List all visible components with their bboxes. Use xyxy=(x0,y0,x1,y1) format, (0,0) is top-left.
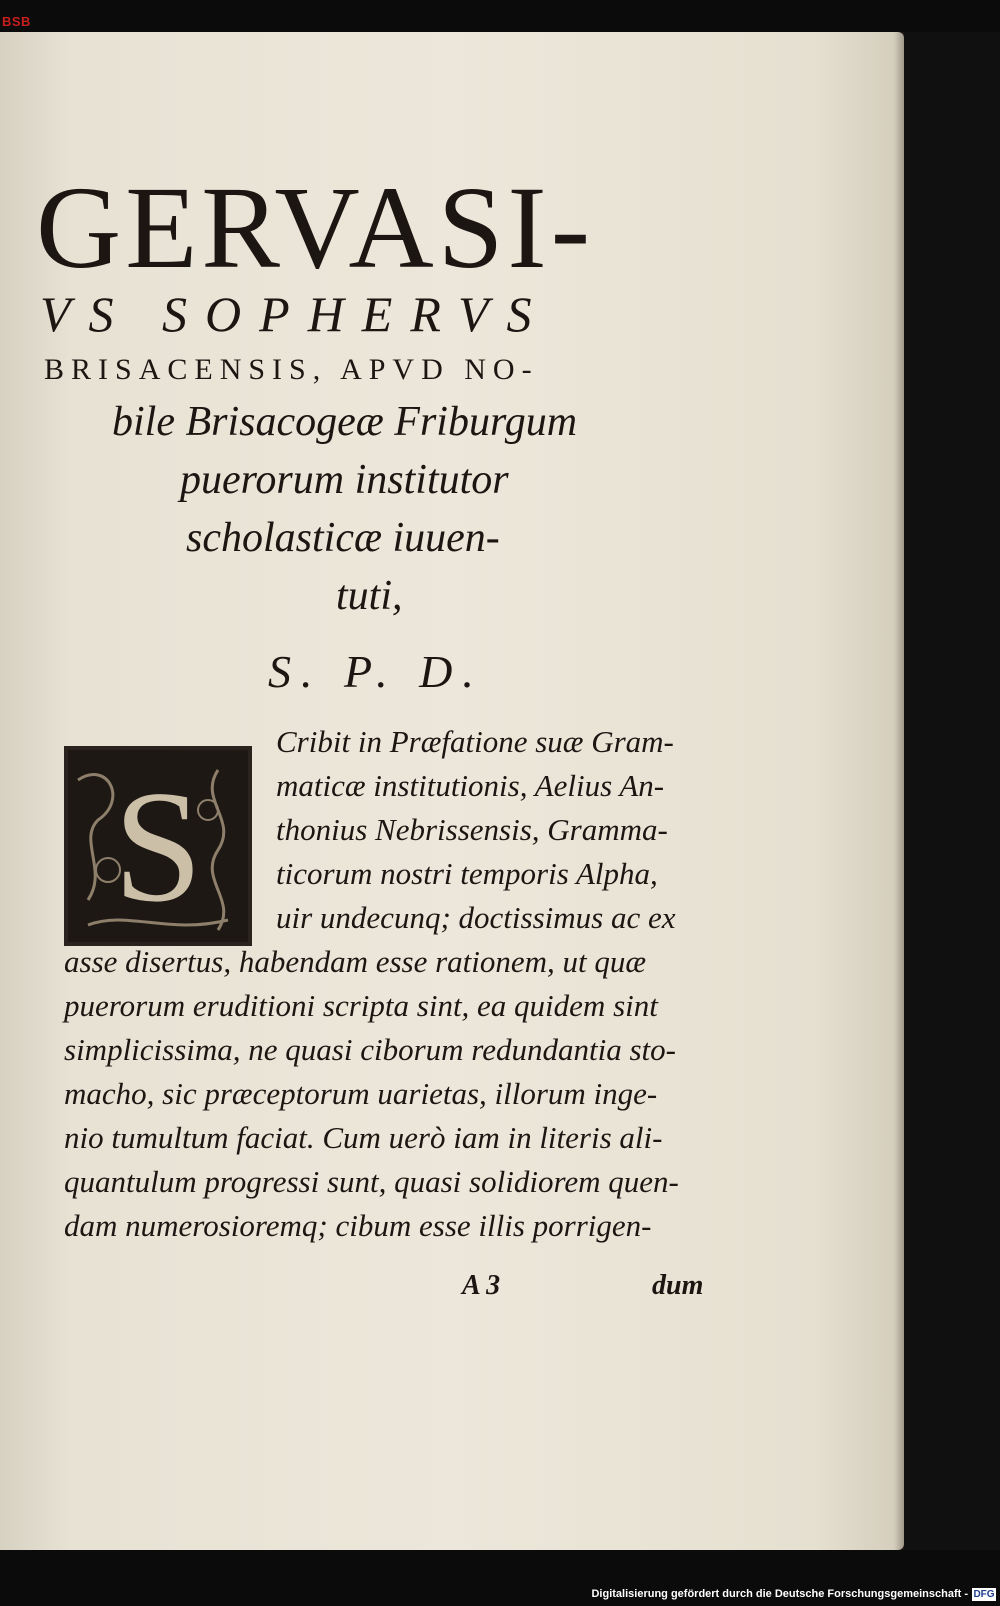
dfg-logo: DFG xyxy=(973,1589,995,1600)
body-line-4: ticorum nostri temporis Alpha, xyxy=(276,856,658,891)
body-line-8: simplicissima, ne quasi ciborum redundantia sto- xyxy=(64,1032,676,1067)
salutation: S. P. D. xyxy=(268,646,484,697)
body-line-10: nio tumultum faciat. Cum uerò iam in literis ali- xyxy=(64,1120,663,1155)
catchword: dum xyxy=(652,1270,704,1301)
subtitle-line-4: tuti, xyxy=(336,573,403,619)
title-line-1: GERVASI- xyxy=(36,162,594,293)
initial-letter: S xyxy=(113,757,203,935)
scan-background xyxy=(904,32,1000,1550)
body-line-12: dam numerosioremq; cibum esse illis porrigen- xyxy=(64,1208,652,1243)
signature-mark: A 3 xyxy=(462,1270,501,1301)
body-line-6: asse disertus, habendam esse rationem, ut quæ xyxy=(64,944,647,979)
decorated-initial xyxy=(64,746,252,946)
body-line-2: maticæ institutionis, Aelius An- xyxy=(276,768,665,803)
body-line-9: macho, sic præceptorum uarietas, illorum inge- xyxy=(64,1076,658,1111)
body-line-11: quantulum progressi sunt, quasi solidiorem quen- xyxy=(64,1164,679,1199)
title-line-2: VS SOPHERVS xyxy=(40,286,550,342)
title-line-3: BRISACENSIS, APVD NO- xyxy=(44,353,539,386)
subtitle-line-2: puerorum institutor xyxy=(180,457,509,503)
decorated-initial-ornament-icon xyxy=(68,750,248,942)
subtitle-line-3: scholasticæ iuuen- xyxy=(186,515,500,561)
body-line-5: uir undecunq; doctissimus ac ex xyxy=(276,900,676,935)
funding-credit: Digitalisierung gefördert durch die Deutsche Forschungsgemeinschaft - xyxy=(591,1588,968,1600)
body-line-1: Cribit in Præfatione suæ Gram- xyxy=(276,724,674,759)
body-line-3: thonius Nebrissensis, Gramma- xyxy=(276,812,668,847)
subtitle-line-1: bile Brisacogeæ Friburgum xyxy=(112,399,578,445)
library-logo: BSB xyxy=(2,14,31,29)
body-line-7: puerorum eruditioni scripta sint, ea quidem sint xyxy=(64,988,658,1023)
